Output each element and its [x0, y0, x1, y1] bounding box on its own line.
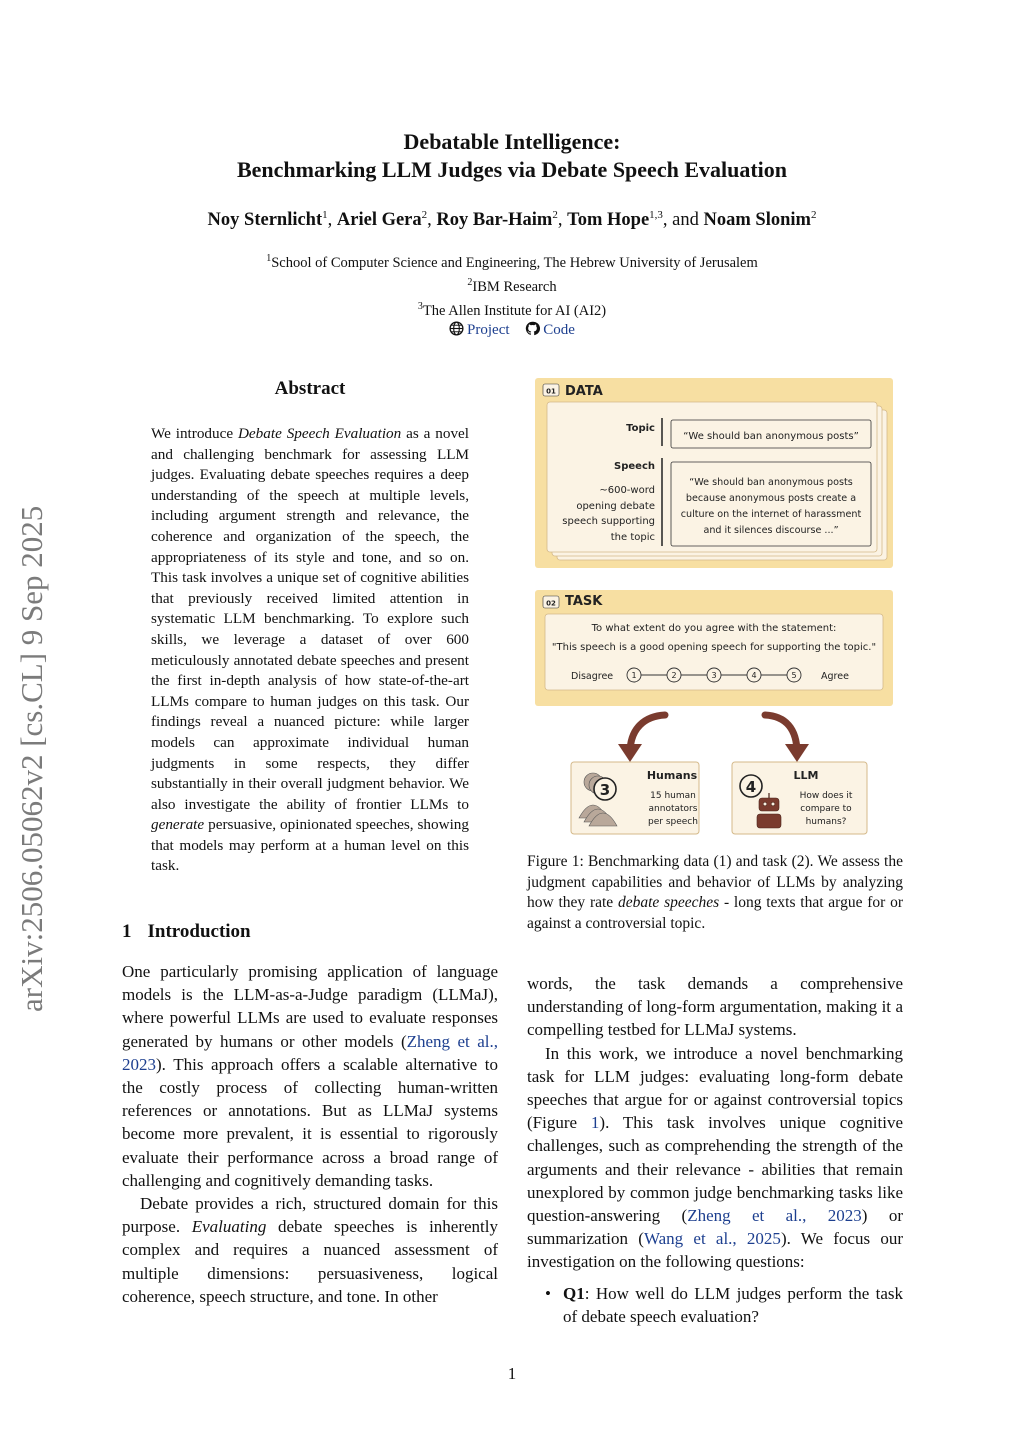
task-question-line: To what extent do you agree with the statement:: [591, 623, 837, 634]
text-run: In this work, we introduce a novel benchmarking task for LLM judges: evaluating long-form debate speeches that argue for or against controversial topics (Figure: [527, 1043, 903, 1133]
affiliation-text: IBM Research: [472, 278, 557, 295]
affiliation-text: School of Computer Science and Engineering, The Hebrew University of Jerusalem: [271, 254, 758, 271]
project-link-label[interactable]: Project: [467, 322, 510, 338]
arxiv-stamp: arXiv:2506.05062v2 [cs.CL] 9 Sep 2025: [14, 505, 49, 1012]
scale-point-label: 3: [711, 671, 717, 680]
abstract-part: persuasive, opinionated speeches, showing that models may perform at a human level on this task.: [151, 816, 469, 875]
author-name: Tom Hope: [567, 210, 650, 231]
github-icon: [525, 321, 540, 336]
citation-link[interactable]: Zheng et al., 2023: [122, 1031, 499, 1074]
text-run: Figure 1: Benchmarking data (1) and task (2). We assess the judgment capabilities and behavior of LLMs by analyzing how they rate: [527, 853, 903, 912]
scale-high-label: Agree: [821, 671, 849, 682]
arrowhead-right-icon: [785, 744, 809, 762]
affiliation: [0, 249, 1024, 273]
figure-caption: [527, 852, 903, 934]
data-badge-text: 01: [546, 387, 556, 396]
section-title: Introduction: [147, 921, 251, 942]
affiliation: [0, 297, 1024, 321]
task-title: TASK: [565, 594, 603, 609]
affiliation-sup: 2: [467, 277, 473, 288]
llm-score: 4: [745, 778, 757, 796]
abstract-emphasis: Debate Speech Evaluation: [237, 425, 402, 442]
code-link-label[interactable]: Code: [543, 322, 575, 338]
humans-desc-line: annotators: [648, 804, 698, 814]
speech-text-line: because anonymous posts create a: [685, 493, 857, 504]
abstract-heading: Abstract: [274, 378, 346, 399]
title-line-2: Benchmarking LLM Judges via Debate Speech Evaluation: [236, 157, 788, 182]
section-heading: [122, 921, 251, 943]
text-run: - long texts that argue for or against a controversial topic.: [527, 894, 903, 932]
figure-1: [535, 378, 893, 838]
speech-label: Speech: [614, 461, 655, 472]
arrowhead-left-icon: [618, 744, 642, 762]
paper-links: [0, 321, 1024, 339]
speech-text-line: and it silences discourse ...”: [703, 525, 839, 536]
data-title: DATA: [565, 384, 603, 399]
citation-link[interactable]: Zheng et al., 2023: [687, 1206, 862, 1226]
project-link[interactable]: [449, 322, 510, 338]
author-sup: 2: [421, 209, 428, 221]
text-run: ). We focus our investigation on the following questions:: [527, 1229, 903, 1272]
text-run: debate speeches is inherently complex and requires a nuanced assessment of multiple dimensions: persuasiveness, logical coherence, speech structure, and tone. In other: [122, 1217, 498, 1306]
topic-text: “We should ban anonymous posts”: [683, 431, 859, 442]
text-run: ). This approach offers a scalable alternative to the costly process of collecting human-written references or annotations. But as LLMaJ systems become more prevalent, it is essential to rigorously evaluate their performance across a broad range of challenging and cognitively demanding tasks.: [122, 1054, 498, 1190]
author-name: Ariel Gera: [336, 210, 422, 231]
abstract-part: We introduce: [151, 425, 238, 442]
scale-point-label: 1: [631, 671, 637, 680]
text-emphasis: Evaluating: [191, 1217, 267, 1237]
author-sup: 2: [552, 209, 558, 221]
text-emphasis: debate speeches: [617, 894, 720, 912]
scale-low-label: Disagree: [571, 671, 614, 682]
affiliation: [0, 273, 1024, 297]
speech-desc-line: the topic: [610, 532, 655, 543]
scale-point-label: 5: [791, 671, 797, 680]
speech-desc-line: ~600-word: [599, 485, 655, 496]
author-name: Noam Slonim: [703, 210, 811, 231]
text-run: One particularly promising application of language models is the LLM-as-a-Judge paradigm (LLMaJ), where powerful LLMs are used to evaluate responses generated by humans or other models (: [122, 962, 498, 1051]
speech-text-line: “We should ban anonymous posts: [689, 477, 853, 488]
speech-desc-line: opening debate: [576, 501, 655, 512]
figure-ref-link[interactable]: 1: [590, 1113, 600, 1133]
task-question-line: "This speech is a good opening speech for supporting the topic.": [551, 642, 877, 653]
affiliation-sup: 1: [266, 253, 272, 264]
section-number: 1: [122, 921, 132, 942]
paragraph: [527, 1042, 903, 1274]
question-item: [563, 1282, 903, 1328]
citation-link[interactable]: Wang et al., 2025: [643, 1229, 781, 1249]
author-name: Roy Bar-Haim: [436, 210, 553, 231]
intro-left-column: [122, 960, 498, 1308]
humans-desc-line: 15 human: [650, 791, 696, 801]
paragraph: [122, 1192, 498, 1308]
question-list: [527, 1282, 903, 1328]
llm-desc-line: compare to: [800, 804, 852, 814]
title-line-1: Debatable Intelligence:: [403, 129, 621, 154]
author-sup: 2: [810, 209, 817, 221]
abstract-part: as a novel and challenging benchmark for assessing LLM judges. Evaluating debate speeches requires a deep understanding of the speech at multiple levels, including argument strength and relevance, the coherence and organization of the speech, the appropriateness of its style and tone, and so on. This task involves a unique set of cognitive abilities that previously received limited attention in systematic LLM benchmarking. To explore such skills, we leverage a dataset of over 600 meticulously annotated debate speeches and present the first in-depth analysis of how state-of-the-art LLMs compare to human judges on this task. Our findings reveal a nuanced picture: while larger models can approximate individual human judgments in some respects, they differ substantially in their overall judgment behavior. We also investigate the ability of frontier LLMs to: [151, 425, 469, 813]
abstract-emphasis: generate: [151, 816, 205, 834]
paragraph: [122, 960, 498, 1192]
humans-desc-line: per speech: [648, 817, 698, 827]
question-label: Q1: [563, 1283, 585, 1303]
question-text: : How well do LLM judges perform the task of debate speech evaluation?: [563, 1283, 903, 1326]
globe-icon: [449, 321, 464, 336]
llm-desc-line: How does it: [799, 791, 853, 801]
text-run: ) or summarization (: [527, 1206, 903, 1249]
paragraph: words, the task demands a comprehensive understanding of long-form argumentation, making it a compelling testbed for LLMaJ systems.: [527, 974, 903, 1040]
llm-desc-line: humans?: [805, 817, 847, 827]
scale-point-label: 2: [671, 671, 677, 680]
code-link[interactable]: [525, 322, 575, 338]
humans-title: Humans: [646, 769, 698, 782]
paper-title: [0, 128, 1024, 184]
speech-desc-line: speech supporting: [562, 516, 655, 527]
author-sup: 1,3: [649, 209, 663, 221]
author-list: Noy Sternlicht$^1$, Ariel Gera$^2$, Roy Bar-Haim$^2$, Tom Hope$^{1,3}$, and Noam Slonim$^2$: [207, 209, 817, 231]
text-run: Debate provides a rich, structured domain for this purpose.: [122, 1194, 498, 1237]
intro-right-column: [527, 972, 903, 1328]
author-sup: 1: [322, 209, 328, 221]
robot-icon: [757, 793, 781, 828]
affiliation-sup: 3: [417, 301, 423, 312]
text-run: ). This task involves unique cognitive challenges, such as comprehending the strength of the arguments and their relevance - abilities that remain unexplored by common judge benchmarking tasks like question-answering (: [527, 1113, 903, 1226]
affiliation-text: The Allen Institute for AI (AI2): [422, 302, 607, 319]
scale-point-label: 4: [751, 671, 757, 680]
topic-label: Topic: [626, 423, 655, 434]
abstract-text: [151, 424, 469, 877]
author-name: Noy Sternlicht: [207, 210, 323, 231]
speech-text-line: culture on the internet of harassment: [680, 509, 862, 520]
page-number: 1: [507, 1364, 517, 1383]
humans-score: 3: [599, 781, 611, 799]
llm-title: LLM: [793, 769, 819, 782]
task-badge-text: 02: [546, 599, 556, 608]
